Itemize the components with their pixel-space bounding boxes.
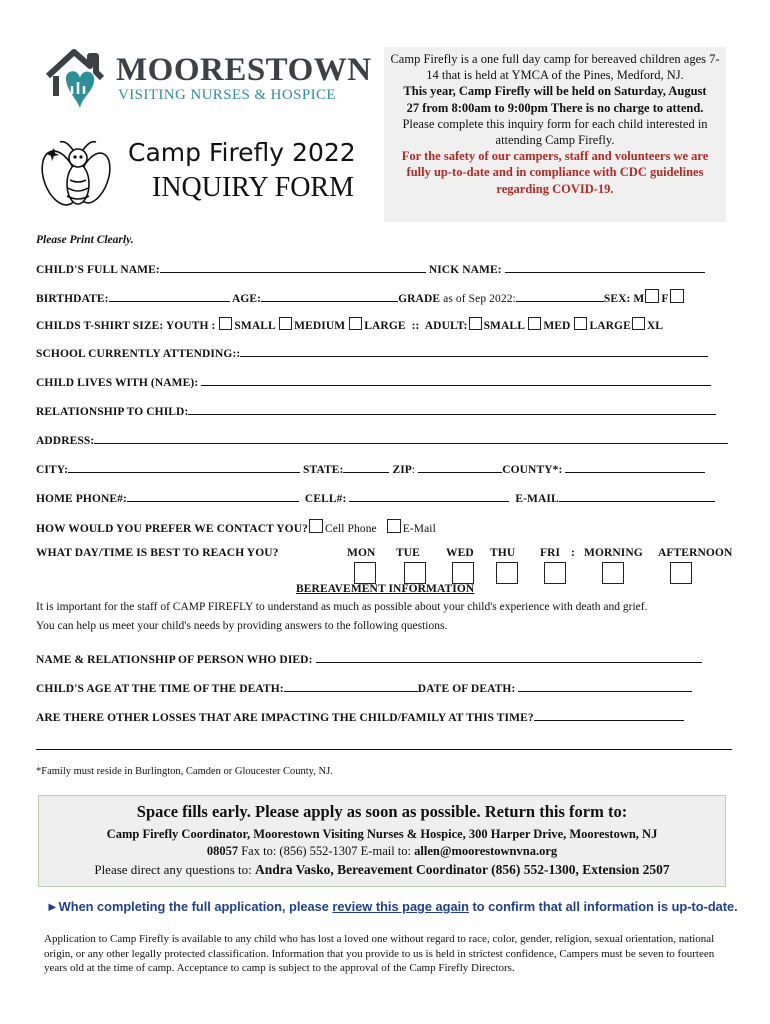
logo-name: MOORESTOWN (116, 52, 372, 88)
email-field[interactable] (559, 490, 715, 502)
city-label: CITY: (36, 464, 69, 476)
day-wed-label: WED (446, 547, 474, 559)
email-label: E-MAIL (515, 493, 559, 505)
return-title: Space fills early. Please apply as soon as possible. Return this form to: (136, 802, 628, 821)
age-at-death-label: CHILD'S AGE AT THE TIME OF THE DEATH: (36, 683, 284, 695)
residence-note: *Family must reside in Burlington, Camden or Gloucester County, NJ. (36, 766, 333, 777)
age-label: AGE: (231, 293, 262, 305)
adult-med-checkbox[interactable] (528, 317, 541, 330)
best-time-question: WHAT DAY/TIME IS BEST TO REACH YOU? (36, 547, 279, 559)
info-red-text: For the safety of our campers, staff and volunteers we are fully up-to-date and in compliance with CDC guidelines regarding COVID-19. (401, 149, 709, 196)
tshirt-label: CHILDS T-SHIRT SIZE: YOUTH : (36, 320, 216, 332)
bereavement-intro-2: You can help us meet your child's needs by providing answers to the following questions. (36, 620, 448, 632)
questions-label: Please direct any questions to: (94, 862, 252, 877)
day-tue-label: TUE (396, 547, 420, 559)
adult-xl-checkbox[interactable] (632, 317, 645, 330)
cell-label: CELL#: (304, 493, 347, 505)
county-label: COUNTY*: (502, 464, 563, 476)
youth-medium-checkbox[interactable] (279, 317, 292, 330)
city-field[interactable] (68, 461, 300, 473)
other-losses-label: ARE THERE OTHER LOSSES THAT ARE IMPACTING THE CHILD/FAMILY AT THIS TIME? (36, 712, 534, 724)
home-phone-label: HOME PHONE#: (36, 493, 127, 505)
logo (44, 46, 372, 118)
sex-m-checkbox[interactable] (645, 289, 659, 303)
footer-disclaimer: Application to Camp Firefly is available to any child who has lost a loved one without regard to race, color, gender, religion, sexual orientation, national origin, or any other legally protected classification. Information that you provide to us is held in strictest confidence, Campers must be seven to fourteen years old at the time of camp. Acceptance to camp is subject to the approval of the Camp Firefly Directors. (44, 933, 715, 975)
return-address: Camp Firefly Coordinator, Moorestown Visiting Nurses & Hospice, 300 Harper Drive, Moorestown, NJ (106, 827, 658, 841)
nickname-field[interactable] (505, 261, 705, 273)
cell-field[interactable] (349, 490, 509, 502)
size-separator: :: (411, 320, 420, 332)
date-of-death-label: DATE OF DEATH: (417, 683, 516, 695)
youth-small-label: SMALL (234, 320, 276, 332)
school-label: SCHOOL CURRENTLY ATTENDING:: (36, 348, 241, 360)
email-address[interactable]: allen@moorestownvna.org (414, 844, 558, 858)
form-title: INQUIRY FORM (152, 172, 354, 203)
child-name-field[interactable] (160, 261, 426, 273)
review-link[interactable]: review this page again (332, 899, 469, 914)
contact-question: HOW WOULD YOU PREFER WE CONTACT YOU? (36, 523, 308, 535)
wed-checkbox[interactable] (452, 562, 474, 584)
afternoon-label: AFTERNOON (658, 547, 733, 559)
adult-large-label: LARGE (589, 320, 631, 332)
lives-with-field[interactable] (201, 374, 711, 386)
info-box (384, 47, 726, 222)
youth-medium-label: MEDIUM (294, 320, 346, 332)
grade-label: GRADE (398, 293, 441, 305)
notice-text-1: When completing the full application, please (58, 899, 333, 914)
age-at-death-field[interactable] (284, 680, 418, 692)
mon-checkbox[interactable] (354, 562, 376, 584)
morning-label: MORNING (584, 547, 643, 559)
relationship-field[interactable] (188, 403, 716, 415)
zip-field[interactable] (418, 461, 502, 473)
adult-large-checkbox[interactable] (574, 317, 587, 330)
house-heart-icon (44, 46, 110, 116)
youth-small-checkbox[interactable] (219, 317, 232, 330)
sex-f-label: F (661, 293, 669, 305)
afternoon-checkbox[interactable] (670, 562, 692, 584)
day-fri-label: FRI (540, 547, 561, 559)
adult-small-checkbox[interactable] (469, 317, 482, 330)
firefly-icon (36, 138, 122, 212)
other-losses-field-2[interactable] (36, 738, 732, 750)
adult-small-label: SMALL (483, 320, 525, 332)
adult-med-label: MED (543, 320, 571, 332)
person-died-field[interactable] (316, 651, 702, 663)
camp-title: Camp Firefly 2022 (128, 138, 356, 167)
lives-with-label: CHILD LIVES WITH (NAME): (36, 377, 199, 389)
home-phone-field[interactable] (127, 490, 299, 502)
state-label: STATE: (303, 464, 344, 476)
fax-number: (856) 552-1307 (279, 844, 358, 858)
fax-label: Fax to: (241, 844, 277, 858)
relationship-label: RELATIONSHIP TO CHILD: (36, 406, 189, 418)
age-field[interactable] (261, 290, 398, 302)
date-of-death-field[interactable] (518, 680, 692, 692)
grade-note: as of Sep 2022: (443, 293, 516, 305)
sex-f-checkbox[interactable] (670, 289, 684, 303)
youth-large-label: LARGE (364, 320, 406, 332)
day-mon-label: MON (347, 547, 376, 559)
email-checkbox[interactable] (387, 519, 401, 533)
info-text: Camp Firefly is a one full day camp for bereaved children ages 7-14 that is held at YMCA of the Pines, Medford, NJ. (390, 52, 720, 83)
notice-text-2: to confirm that all information is up-to-date. (468, 899, 738, 914)
cell-phone-label: Cell Phone (324, 523, 377, 535)
morning-checkbox[interactable] (602, 562, 624, 584)
review-notice (46, 899, 738, 914)
bereavement-heading: BEREAVEMENT INFORMATION (296, 583, 475, 595)
info-text-2: Please complete this inquiry form for each child interested in attending Camp Firefly. (402, 116, 708, 148)
day-thu-label: THU (490, 547, 516, 559)
sex-label: SEX: M (603, 293, 645, 305)
adult-xl-label: XL (646, 320, 664, 332)
person-died-label: NAME & RELATIONSHIP OF PERSON WHO DIED: (36, 654, 313, 666)
info-bold-text: This year, Camp Firefly will be held on Saturday, August 27 from 8:00am to 9:00pm There is no charge to attend. (403, 84, 707, 115)
zip-label: ZIP (392, 464, 412, 476)
adult-label: ADULT: (424, 320, 468, 332)
grade-field[interactable] (516, 290, 604, 302)
arrow-icon: ► (46, 899, 59, 914)
email-to-label: E-mail to: (360, 844, 412, 858)
bereavement-intro-1: It is important for the staff of CAMP FIREFLY to understand as much as possible about your child's experience with death and grief. (36, 601, 648, 613)
child-name-label: CHILD'S FULL NAME: (36, 264, 160, 276)
address-label: ADDRESS: (36, 435, 95, 447)
logo-subtitle: VISITING NURSES & HOSPICE (118, 87, 336, 103)
email-option-label: E-Mail (402, 523, 436, 535)
return-box (38, 795, 726, 887)
print-clearly-note: Please Print Clearly. (36, 234, 134, 246)
birthdate-label: BIRTHDATE: (36, 293, 109, 305)
state-field[interactable] (343, 461, 389, 473)
time-separator: : (571, 547, 575, 559)
nickname-label: NICK NAME: (428, 264, 502, 276)
youth-large-checkbox[interactable] (349, 317, 362, 330)
cell-phone-checkbox[interactable] (309, 519, 323, 533)
birthdate-field[interactable] (109, 290, 230, 302)
fri-checkbox[interactable] (544, 562, 566, 584)
questions-contact: Andra Vasko, Bereavement Coordinator (856) 552-1300, Extension 2507 (255, 862, 670, 877)
tue-checkbox[interactable] (404, 562, 426, 584)
address-field[interactable] (94, 432, 728, 444)
other-losses-field[interactable] (534, 709, 684, 721)
return-zip: 08057 (206, 844, 239, 858)
school-field[interactable] (240, 345, 708, 357)
thu-checkbox[interactable] (496, 562, 518, 584)
county-field[interactable] (565, 461, 705, 473)
